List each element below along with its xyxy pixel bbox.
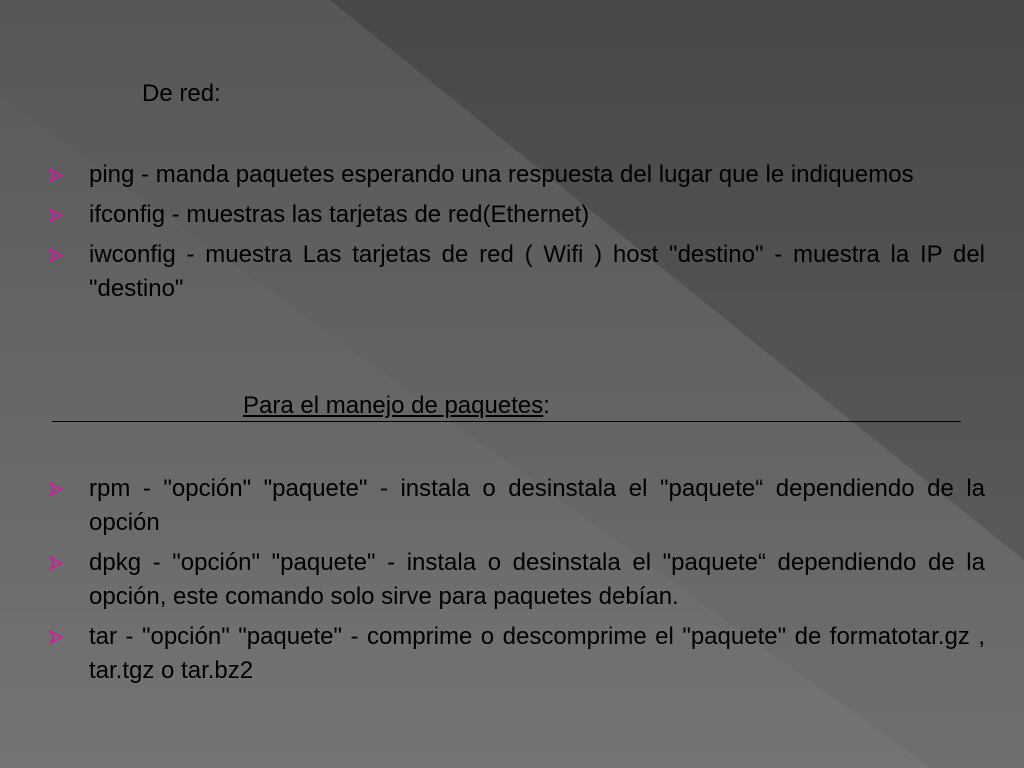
arrow-bullet-icon: [48, 555, 64, 571]
arrow-bullet-icon: [48, 629, 64, 645]
network-commands-list: [48, 158, 985, 312]
list-item: [48, 238, 985, 306]
list-item: [48, 620, 985, 688]
list-item: [48, 198, 985, 232]
list-item: [48, 472, 985, 540]
arrow-bullet-icon: [48, 247, 64, 263]
arrow-bullet-icon: [48, 167, 64, 183]
list-item-text: dpkg - "opción" "paquete" - instala o desinstala el "paquete“ dependiendo de la opción, este comando solo sirve para paquetes debían.: [89, 549, 985, 610]
arrow-bullet-icon: [48, 207, 64, 223]
list-item-text: iwconfig - muestra Las tarjetas de red ( Wifi ) host "destino" - muestra la IP del "destino": [89, 241, 985, 302]
section-heading-colon: :: [543, 392, 550, 419]
section-heading-packages: [243, 389, 550, 423]
section-heading-label: Para el manejo de paquetes: [243, 392, 544, 419]
list-item-text: rpm - "opción" "paquete" - instala o desinstala el "paquete“ dependiendo de la opción: [89, 475, 985, 536]
list-item: [48, 546, 985, 614]
arrow-bullet-icon: [48, 481, 64, 497]
section-heading-network: De red:: [142, 80, 221, 107]
list-item-text: ping - manda paquetes esperando una respuesta del lugar que le indiquemos: [89, 161, 914, 188]
list-item-text: tar - "opción" "paquete" - comprime o descomprime el "paquete" de formatotar.gz , tar.tgz o tar.bz2: [89, 623, 985, 684]
list-item: [48, 158, 985, 192]
list-item-text: ifconfig - muestras las tarjetas de red(Ethernet): [89, 201, 590, 228]
section-divider-packages: [52, 389, 961, 423]
package-commands-list: [48, 472, 985, 694]
